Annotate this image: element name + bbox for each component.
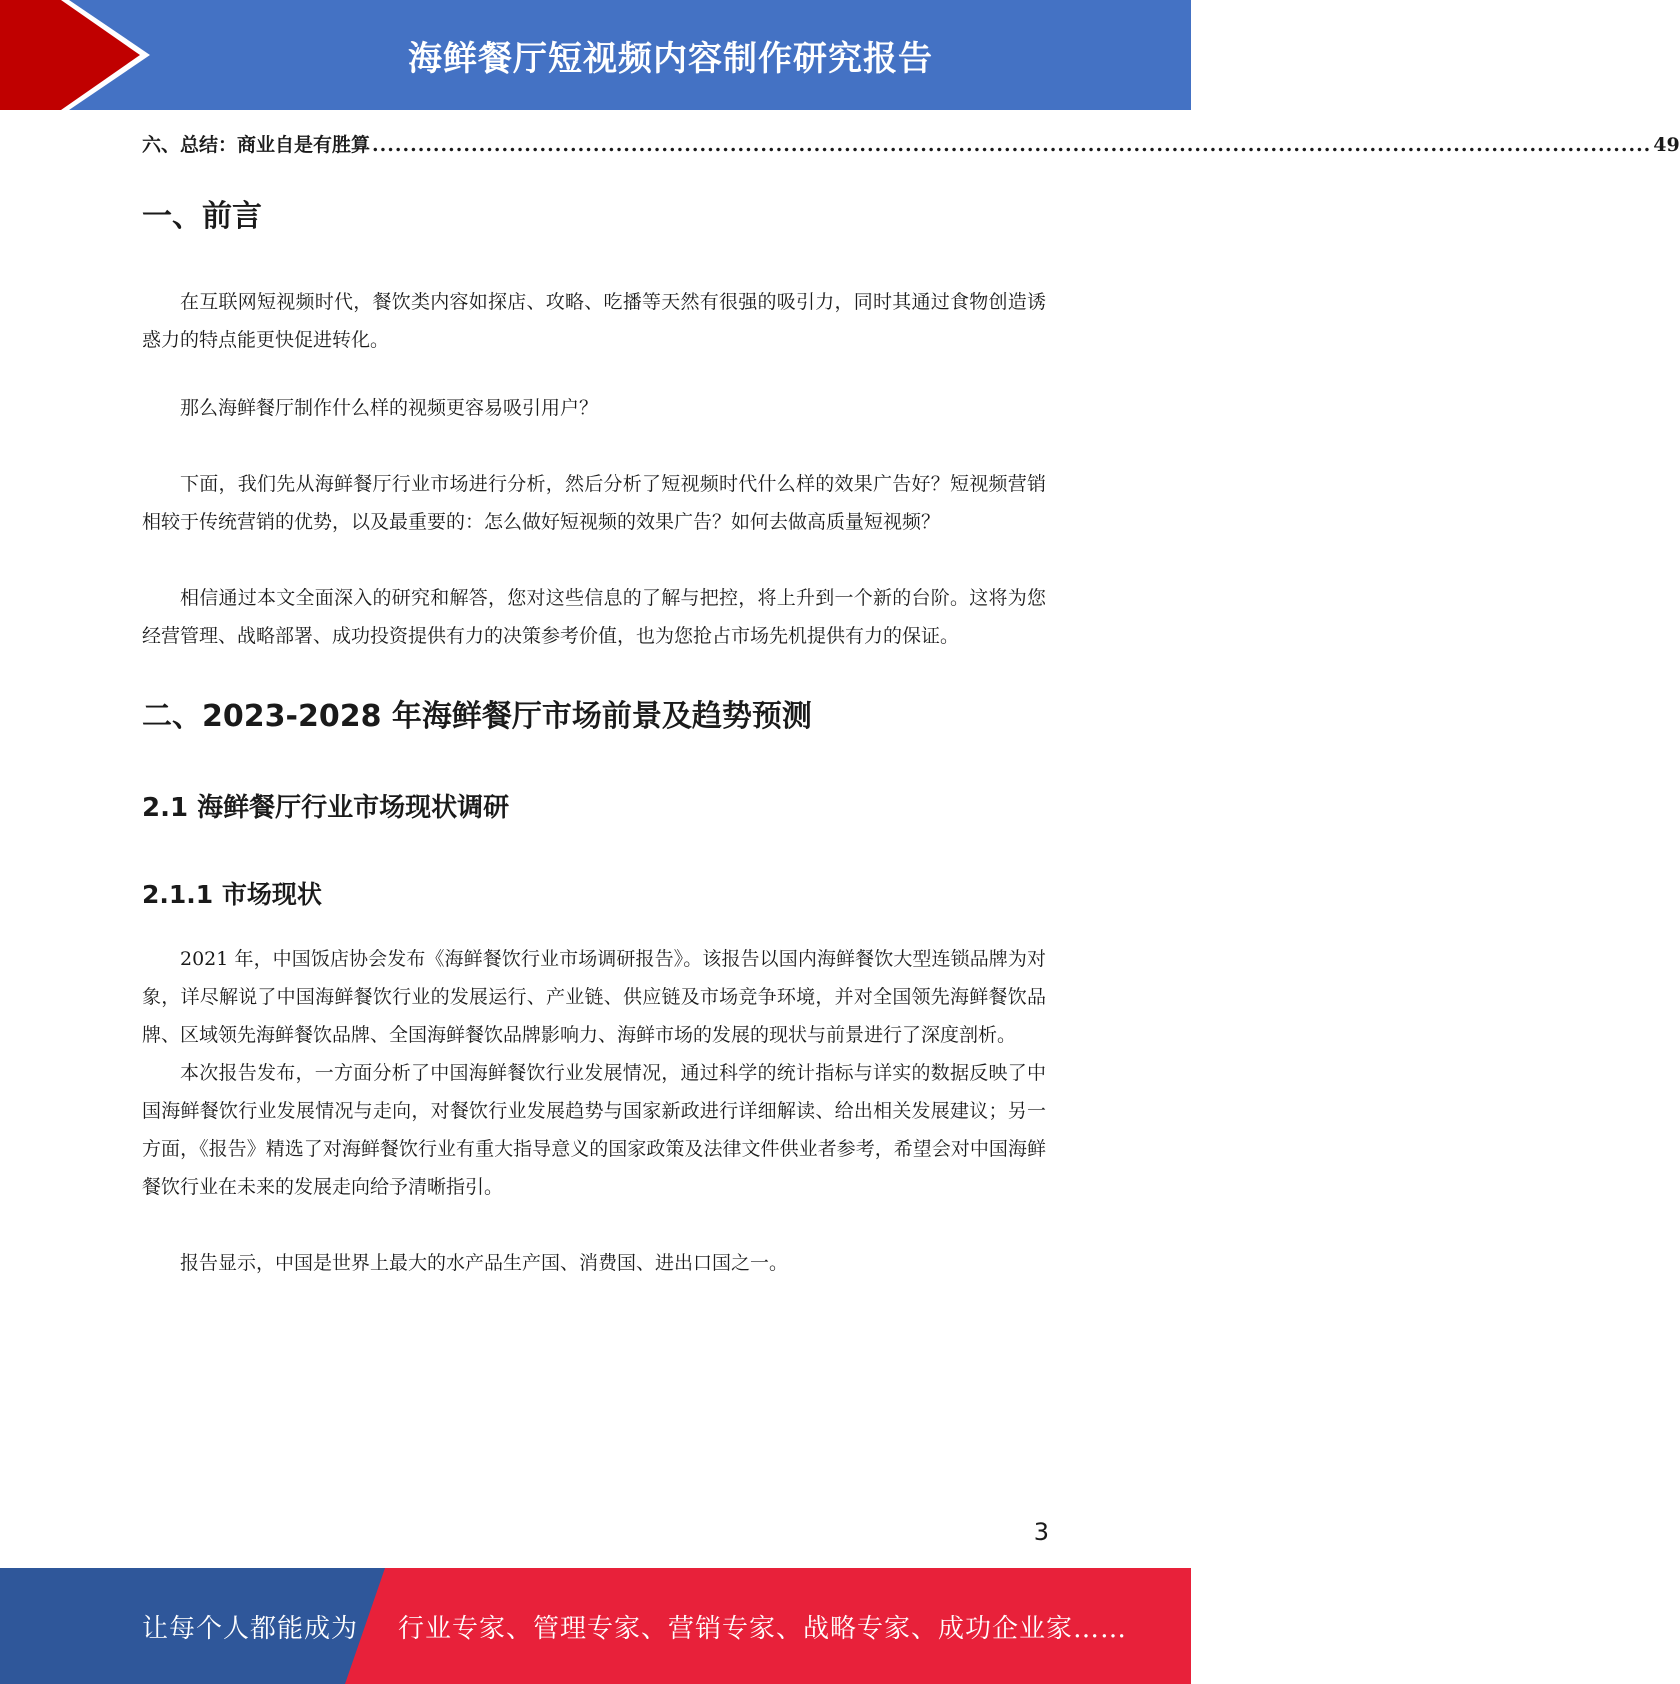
paragraph: 在互联网短视频时代，餐饮类内容如探店、攻略、吃播等天然有很强的吸引力，同时其通过食物创造诱惑力的特点能更快促进转化。 [142,291,1046,351]
toc-entry[interactable] [142,130,1680,157]
paragraph: 本次报告发布，一方面分析了中国海鲜餐饮行业发展情况，通过科学的统计指标与详实的数据反映了中国海鲜餐饮行业发展情况与走向，对餐饮行业发展趋势与国家新政进行详细解读、给出相关发展建议；另一方面，《报告》精选了对海鲜餐饮行业有重大指导意义的国家政策及法律文件供业者参考，希望会对中国海鲜餐饮行业在未来的发展走向给予清晰指引。 [142,1062,1046,1199]
footer-roles: 行业专家、管理专家、营销专家、战略专家、成功企业家…… [398,1613,1128,1644]
paragraph: 下面，我们先从海鲜餐厅行业市场进行分析，然后分析了短视频时代什么样的效果广告好？短视频营销相较于传统营销的优势，以及最重要的：怎么做好短视频的效果广告？如何去做高质量短视频？ [142,473,1046,533]
footer-slogan: 让每个人都能成为 [142,1613,359,1644]
page-footer [0,1568,1191,1684]
section-heading-preface: 一、前言 [142,199,262,234]
page-number: 3 [1033,1518,1049,1546]
report-title: 海鲜餐厅短视频内容制作研究报告 [408,38,933,79]
paragraph: 相信通过本文全面深入的研究和解答，您对这些信息的了解与把控，将上升到一个新的台阶。这将为您经营管理、战略部署、成功投资提供有力的决策参考价值，也为您抢占市场先机提供有力的保证。 [142,587,1046,647]
page-header [0,0,1191,110]
paragraph: 2021 年，中国饭店协会发布《海鲜餐饮行业市场调研报告》。该报告以国内海鲜餐饮大型连锁品牌为对象，详尽解说了中国海鲜餐饮行业的发展运行、产业链、供应链及市场竞争环境，并对全国领先海鲜餐饮品牌、区域领先海鲜餐饮品牌、全国海鲜餐饮品牌影响力、海鲜市场的发展的现状与前景进行了深度剖析。 [142,948,1046,1047]
paragraph: 那么海鲜餐厅制作什么样的视频更容易吸引用户？ [180,397,599,419]
document-body [142,118,1680,1282]
section-heading-market-outlook: 二、2023-2028 年海鲜餐厅市场前景及趋势预测 [142,699,812,734]
subsubsection-heading: 2.1.1 市场现状 [142,880,322,910]
toc-leader-dots: ........................................................................................................................................................................ [372,134,1652,156]
subsection-heading: 2.1 海鲜餐厅行业市场现状调研 [142,793,510,823]
toc-entry-label: 六、总结：商业自是有胜算 [142,134,371,156]
paragraph: 报告显示，中国是世界上最大的水产品生产国、消费国、进出口国之一。 [180,1252,789,1275]
header-chevron-arrow [0,0,140,110]
toc-entry-page: 49 [1653,134,1680,156]
